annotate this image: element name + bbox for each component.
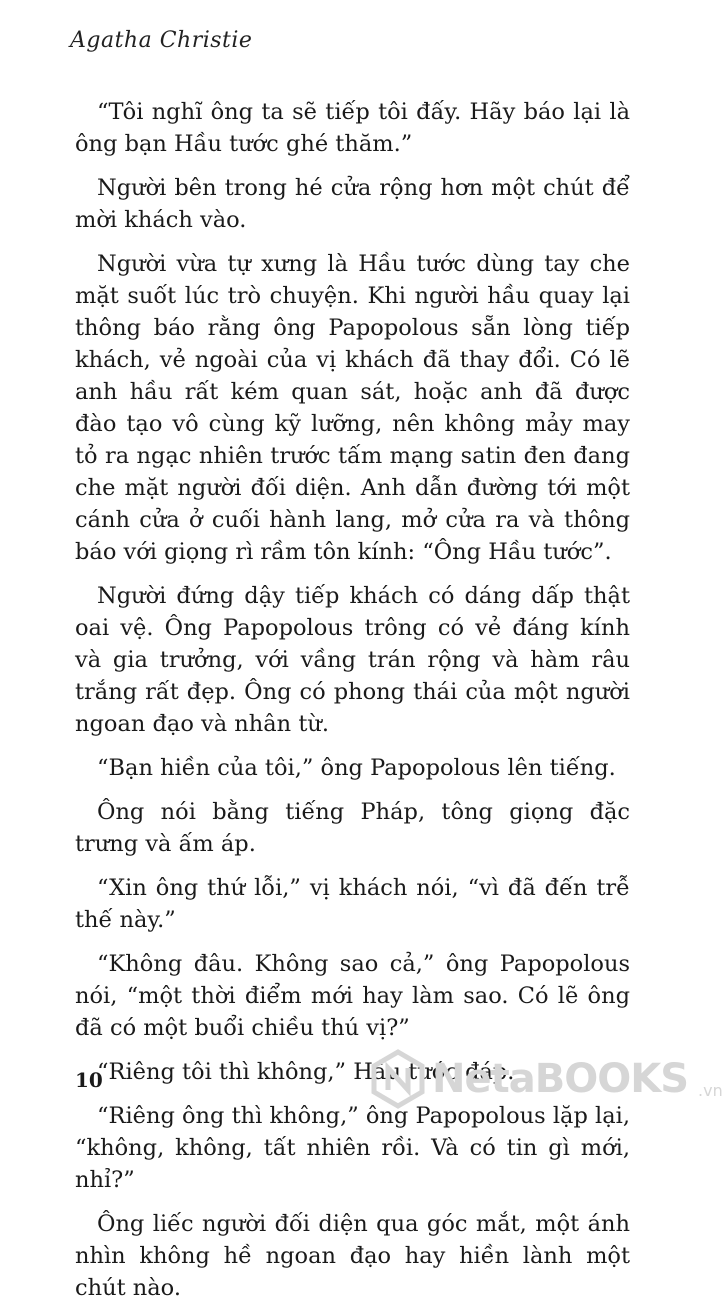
paragraph: “Bạn hiền của tôi,” ông Papopolous lên tiếng. [97,755,616,781]
watermark-brand: NetaBOOKS [432,1056,689,1102]
author-signature-header: Agatha Christie [70,28,253,53]
paragraph: Ông liếc người đối diện qua góc mắt, một ánh nhìn không hề ngoan đạo hay hiền lành một chút nào. [75,1211,630,1301]
paragraph: “Riêng tôi thì không,” Hầu tước đáp. [97,1059,515,1085]
paragraph: Người vừa tự xưng là Hầu tước dùng tay che mặt suốt lúc trò chuyện. Khi người hầu quay lại thông báo rằng ông Papopolous sẵn lòng tiếp khách, vẻ ngoài của vị khách đã thay đổi. Có lẽ anh hầu rất kém quan sát, hoặc anh đã được đào tạo vô cùng kỹ lưỡng, nên không mảy may tỏ ra ngạc nhiên trước tấm mạng satin đen đang che mặt người đối diện. Anh dẫn đường tới một cánh cửa ở cuối hành lang, mở cửa ra và thông báo với giọng rì rầm tôn kính: “Ông Hầu tước”. [75,251,630,565]
page-body [75,96,630,1316]
paragraph: Người đứng dậy tiếp khách có dáng dấp thật oai vệ. Ông Papopolous trông có vẻ đáng kính và gia trưởng, với vầng trán rộng và hàm râu trắng rất đẹp. Ông có phong thái của một người ngoan đạo và nhân từ. [75,583,630,737]
watermark [372,1050,723,1108]
watermark-tld: .vn [698,1081,723,1100]
page-number: 10 [75,1068,103,1092]
paragraph: “Riêng ông thì không,” ông Papopolous lặp lại, “không, không, tất nhiên rồi. Và có tin gì mới, nhỉ?” [75,1103,630,1193]
paragraph: Người bên trong hé cửa rộng hơn một chút để mời khách vào. [75,175,630,233]
paragraph: “Xin ông thứ lỗi,” vị khách nói, “vì đã đến trễ thế này.” [75,875,630,933]
paragraph: Ông nói bằng tiếng Pháp, tông giọng đặc trưng và ấm áp. [75,799,630,857]
neta-logo-icon [372,1050,424,1108]
paragraph: “Không đâu. Không sao cả,” ông Papopolous nói, “một thời điểm mới hay làm sao. Có lẽ ông đã có một buổi chiều thú vị?” [75,951,630,1041]
paragraph: “Tôi nghĩ ông ta sẽ tiếp tôi đấy. Hãy báo lại là ông bạn Hầu tước ghé thăm.” [75,99,630,157]
